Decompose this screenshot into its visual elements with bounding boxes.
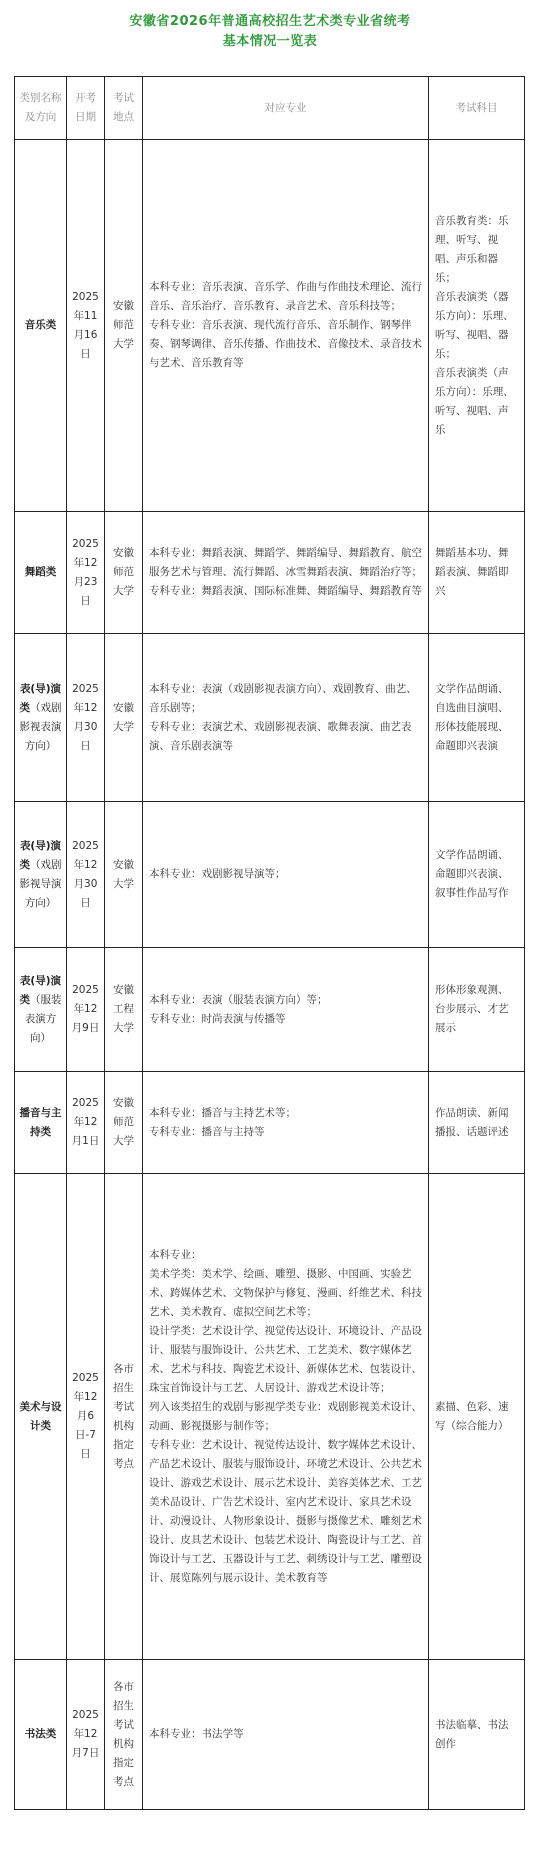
category-sub: （戏剧影视导演方向） [19,858,62,909]
date-cell: 2025年12月9日 [67,948,105,1072]
date-cell: 2025年12月6日-7日 [67,1174,105,1660]
header-category: 类别名称及方向 [15,77,67,140]
subjects-cell [429,802,525,948]
table-row [15,802,525,948]
major-line: 专科专业：表演艺术、戏剧影视表演、歌舞表演、曲艺表演、音乐剧表演等 [149,720,412,752]
table-row [15,1174,525,1660]
category-cell: 表(导)演类（戏剧影视表演方向） [15,634,67,802]
subjects-cell [429,1072,525,1174]
subjects-cell [429,1660,525,1810]
table-body [15,140,525,1810]
place-cell: 各市招生考试机构指定考点 [105,1660,143,1810]
category-cell: 美术与设计类 [15,1174,67,1660]
subjects-cell [429,948,525,1072]
major-line: 本科专业：戏剧影视导演等； [149,868,286,880]
header-subjects: 考试科目 [429,77,525,140]
major-line: 本科专业：书法学等 [149,1728,244,1740]
title-line-1: 安徽省2026年普通高校招生艺术类专业省统考 [129,14,411,29]
subject-line: 文学作品朗诵、自选曲目演唱、形体技能展现、命题即兴表演 [435,682,509,752]
header-date: 开考日期 [67,77,105,140]
major-line: 专科专业：时尚表演与传播等 [149,1012,286,1025]
subject-line: 文学作品朗诵、命题即兴表演、叙事性作品写作 [435,849,509,899]
major-cell [143,802,429,948]
subject-line: 作品朗读、新闻播报、话题评述 [435,1106,509,1138]
major-cell [143,1174,429,1660]
major-cell [143,1072,429,1174]
category-cell: 舞蹈类 [15,512,67,634]
subject-line: 形体形象观测、台步展示、才艺展示 [435,984,509,1034]
date-cell: 2025年12月23日 [67,512,105,634]
category-cell: 播音与主持类 [15,1072,67,1174]
category-sub: （戏剧影视表演方向） [19,701,62,752]
place-cell: 安徽大学 [105,634,143,802]
major-line: 专科专业：舞蹈表演、国际标准舞、舞蹈编导、舞蹈教育等 [149,585,422,597]
category-cell: 音乐类 [15,140,67,512]
major-line: 设计学类：艺术设计学、视觉传达设计、环境设计、产品设计、服装与服饰设计、公共艺术、工艺美术、数字媒体艺术、艺术与科技、陶瓷艺术设计、新媒体艺术、包装设计、珠宝首饰设计与工艺、人居设计、游戏艺术设计等； [149,1324,422,1394]
subject-line: 素描、色彩、速写（综合能力） [435,1400,509,1432]
major-line: 本科专业：舞蹈表演、舞蹈学、舞蹈编导、舞蹈教育、航空服务艺术与管理、流行舞蹈、冰雪舞蹈表演、舞蹈治疗等； [149,547,422,578]
date-cell: 2025年11月16日 [67,140,105,512]
date-cell: 2025年12月1日 [67,1072,105,1174]
info-table [14,76,525,1810]
major-cell [143,1660,429,1810]
subject-line: 舞蹈基本功、舞蹈表演、舞蹈即兴 [435,547,509,597]
subjects-cell [429,634,525,802]
subject-line: 书法临摹、书法创作 [435,1718,509,1750]
place-cell: 安徽师范大学 [105,512,143,634]
table-row [15,634,525,802]
page-title [0,12,540,52]
subject-line: 音乐表演类（声乐方向）：乐理、听写、视唱、声乐 [435,366,514,436]
table-row [15,512,525,634]
major-line: 专科专业：播音与主持等 [149,1125,265,1138]
title-line-2: 基本情况一览表 [222,34,318,49]
major-cell [143,512,429,634]
category-cell: 书法类 [15,1660,67,1810]
major-line: 专科专业：音乐表演、现代流行音乐、音乐制作、钢琴伴奏、钢琴调律、音乐传播、作曲技术、音像技术、录音技术与艺术、音乐教育等 [149,319,422,369]
subject-line: 音乐表演类（器乐方向）：乐理、听写、视唱、器乐； [435,290,514,360]
table-row [15,1660,525,1810]
major-line: 本科专业：表演（戏剧影视表演方向）、戏剧教育、曲艺、音乐剧等； [149,682,417,714]
place-cell: 各市招生考试机构指定考点 [105,1174,143,1660]
major-line: 本科专业： [149,1248,202,1261]
major-line: 美术学类：美术学、绘画、雕塑、摄影、中国画、实验艺术、跨媒体艺术、文物保护与修复、漫画、纤维艺术、科技艺术、美术教育、虚拟空间艺术等； [149,1267,422,1318]
category-sub: （服装表演方向） [24,993,62,1044]
place-cell: 安徽师范大学 [105,140,143,512]
place-cell: 安徽大学 [105,802,143,948]
table-row [15,1072,525,1174]
major-line: 本科专业：音乐表演、音乐学、作曲与作曲技术理论、流行音乐、音乐治疗、音乐教育、录音艺术、音乐科技等； [149,281,422,312]
place-cell: 安徽工程大学 [105,948,143,1072]
major-line: 本科专业：播音与主持艺术等； [149,1106,296,1119]
date-cell: 2025年12月30日 [67,634,105,802]
subjects-cell [429,140,525,512]
date-cell: 2025年12月30日 [67,802,105,948]
major-line: 本科专业：表演（服装表演方向）等； [149,993,328,1006]
header-major: 对应专业 [143,77,429,140]
date-cell: 2025年12月7日 [67,1660,105,1810]
place-cell: 安徽师范大学 [105,1072,143,1174]
category-cell: 表(导)演类（戏剧影视导演方向） [15,802,67,948]
major-cell [143,948,429,1072]
subjects-cell [429,512,525,634]
table-row [15,140,525,512]
major-cell [143,140,429,512]
subject-line: 音乐教育类：乐理、听写、视唱、声乐和器乐； [435,214,509,284]
table-row [15,948,525,1072]
header-place: 考试地点 [105,77,143,140]
header-row [15,77,525,140]
major-line: 列入该类招生的戏剧与影视学类专业：戏剧影视美术设计、动画、影视摄影与制作等； [149,1400,422,1432]
major-cell [143,634,429,802]
subjects-cell [429,1174,525,1660]
info-table-wrapper [14,76,524,1810]
major-line: 专科专业：艺术设计、视觉传达设计、数字媒体艺术设计、产品艺术设计、服装与服饰设计、环境艺术设计、公共艺术设计、游戏艺术设计、展示艺术设计、美容美体艺术、工艺美术品设计、广告艺术设计、室内艺术设计、家具艺术设计、动漫设计、人物形象设计、摄影与摄像艺术、雕刻艺术设计、皮具艺术设计、包装艺术设计、陶瓷设计与工艺、首饰设计与工艺、玉器设计与工艺、刺绣设计与工艺、雕塑设计、展览陈列与展示设计、美术教育等 [149,1438,422,1584]
category-cell: 表(导)演类（服装表演方向） [15,948,67,1072]
